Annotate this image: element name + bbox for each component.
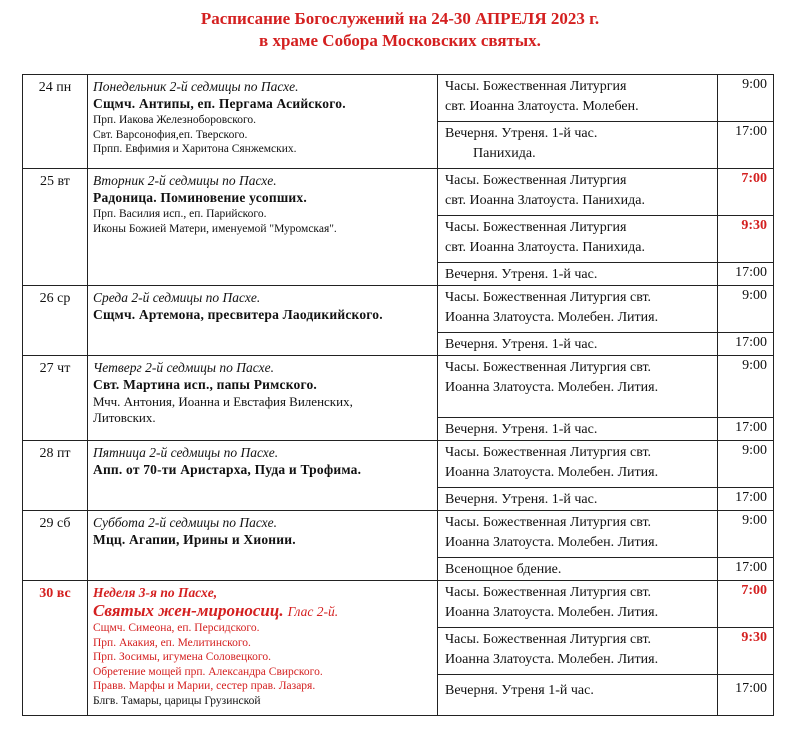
day-row-24	[23, 75, 774, 122]
saint-title: Свт. Мартина исп., папы Римского.	[93, 377, 318, 392]
service-line: Иоанна Златоуста. Молебен. Лития.	[445, 310, 659, 325]
service-line: свт. Иоанна Златоуста. Панихида.	[445, 240, 645, 255]
service-cell	[438, 169, 718, 216]
feast-title	[93, 601, 433, 621]
service-cell	[438, 216, 718, 263]
service-line: Иоанна Златоуста. Молебен. Лития.	[445, 465, 659, 480]
service-time: 9:00	[718, 511, 774, 558]
extra-commemoration: Правв. Марфы и Марии, сестер прав. Лазаря.	[93, 680, 316, 692]
extra-commemoration: Иконы Божией Матери, именуемой "Муромская".	[93, 222, 337, 235]
service-time: 9:00	[718, 75, 774, 122]
service-cell	[438, 122, 718, 169]
week-label: Понедельник 2-й седмицы по Пасхе.	[93, 79, 299, 94]
day-date: 30 вс	[23, 581, 88, 716]
extra-commemoration: Прп. Зосимы, игумена Соловецкого.	[93, 651, 271, 663]
day-date: 26 ср	[23, 286, 88, 356]
service-line: Часы. Божественная Литургия	[445, 79, 627, 94]
service-line: Иоанна Златоуста. Молебен. Лития.	[445, 605, 659, 620]
day-row-30	[23, 581, 774, 628]
week-label: Пятница 2-й седмицы по Пасхе.	[93, 445, 279, 460]
extra-commemoration: Прп. Иакова Железноборовского.	[93, 114, 257, 126]
service-cell	[438, 75, 718, 122]
service-time: 17:00	[718, 263, 774, 286]
service-line: Вечерня. Утреня. 1-й час.	[445, 337, 598, 352]
extra-commemoration: Литовских.	[93, 410, 156, 425]
day-row-26	[23, 286, 774, 333]
title-line-2: в храме Собора Московских святых.	[259, 31, 541, 50]
day-row-28	[23, 441, 774, 488]
day-description	[88, 75, 438, 169]
service-line: Часы. Божественная Литургия свт.	[445, 445, 652, 460]
service-cell	[438, 441, 718, 488]
day-description	[88, 356, 438, 441]
service-line: Часы. Божественная Литургия свт.	[445, 632, 652, 647]
service-line: Панихида.	[473, 146, 536, 161]
service-cell	[438, 488, 718, 511]
service-line: Часы. Божественная Литургия свт.	[445, 360, 652, 375]
service-time: 9:30	[718, 628, 774, 675]
week-label: Среда 2-й седмицы по Пасхе.	[93, 290, 261, 305]
saint-title: Сщмч. Антипы, еп. Пергама Асийского.	[93, 96, 346, 111]
week-label: Вторник 2-й седмицы по Пасхе.	[93, 173, 277, 188]
day-date: 27 чт	[23, 356, 88, 441]
service-line: Вечерня. Утреня. 1-й час.	[445, 422, 598, 437]
extra-commemoration: Обретение мощей прп. Александра Свирского.	[93, 665, 323, 678]
service-cell	[438, 581, 718, 628]
service-time: 17:00	[718, 333, 774, 356]
extra-commemoration: Свт. Варсонофия,еп. Тверского.	[93, 128, 248, 141]
page-title	[0, 8, 800, 52]
service-line: Часы. Божественная Литургия свт.	[445, 585, 652, 600]
service-time: 9:00	[718, 356, 774, 418]
service-line: Иоанна Златоуста. Молебен. Лития.	[445, 380, 659, 395]
service-line: свт. Иоанна Златоуста. Панихида.	[445, 193, 645, 208]
service-line: Иоанна Златоуста. Молебен. Лития.	[445, 652, 659, 667]
tone-label: Глас 2-й.	[287, 604, 339, 619]
extra-commemoration: Сщмч. Симеона, еп. Персидского.	[93, 622, 260, 634]
service-line: Всенощное бдение.	[445, 562, 562, 577]
service-cell	[438, 418, 718, 441]
day-row-27	[23, 356, 774, 418]
service-time: 17:00	[718, 418, 774, 441]
service-line: Часы. Божественная Литургия свт.	[445, 290, 652, 305]
saint-title: Сщмч. Артемона, пресвитера Лаодикийского.	[93, 307, 383, 322]
day-date: 28 пт	[23, 441, 88, 511]
service-line: Часы. Божественная Литургия	[445, 220, 627, 235]
service-time: 17:00	[718, 675, 774, 716]
service-line: Вечерня. Утреня 1-й час.	[445, 683, 594, 698]
day-description	[88, 286, 438, 356]
service-line: свт. Иоанна Златоуста. Молебен.	[445, 99, 639, 114]
service-line: Вечерня. Утреня. 1-й час.	[445, 126, 598, 141]
saint-title: Апп. от 70-ти Аристарха, Пуда и Трофима.	[93, 462, 362, 477]
week-label: Четверг 2-й седмицы по Пасхе.	[93, 360, 274, 375]
service-cell	[438, 675, 718, 716]
extra-commemoration: Прпп. Евфимия и Харитона Сянжемских.	[93, 143, 297, 155]
service-cell	[438, 356, 718, 418]
day-description	[88, 581, 438, 716]
service-cell	[438, 263, 718, 286]
service-time: 7:00	[718, 169, 774, 216]
extra-commemoration: Прп. Акакия, еп. Мелитинского.	[93, 636, 251, 649]
service-time: 9:30	[718, 216, 774, 263]
service-cell	[438, 333, 718, 356]
title-line-1: Расписание Богослужений на 24-30 АПРЕЛЯ 2023 г.	[200, 9, 600, 28]
day-date: 25 вт	[23, 169, 88, 286]
saint-title: Святых жен-мироносиц.	[93, 601, 284, 620]
service-time: 9:00	[718, 441, 774, 488]
service-time: 7:00	[718, 581, 774, 628]
service-cell	[438, 628, 718, 675]
service-time: 9:00	[718, 286, 774, 333]
extra-commemoration: Мчч. Антония, Иоанна и Евстафия Виленских,	[93, 394, 353, 409]
schedule-table	[22, 74, 774, 716]
week-label: Суббота 2-й седмицы по Пасхе.	[93, 515, 278, 530]
extra-commemoration: Прп. Василия исп., еп. Парийского.	[93, 208, 267, 220]
day-row-25	[23, 169, 774, 216]
service-line: Вечерня. Утреня. 1-й час.	[445, 492, 598, 507]
day-description	[88, 511, 438, 581]
extra-commemoration: Блгв. Тамары, царицы Грузинской	[93, 694, 261, 707]
day-row-29	[23, 511, 774, 558]
service-cell	[438, 286, 718, 333]
day-date: 24 пн	[23, 75, 88, 169]
service-time: 17:00	[718, 122, 774, 169]
saint-title: Радоница. Поминовение усопших.	[93, 190, 307, 205]
service-line: Часы. Божественная Литургия	[445, 173, 627, 188]
service-line: Вечерня. Утреня. 1-й час.	[445, 267, 598, 282]
service-line: Иоанна Златоуста. Молебен. Лития.	[445, 535, 659, 550]
service-line: Часы. Божественная Литургия свт.	[445, 515, 652, 530]
day-description	[88, 169, 438, 286]
service-time: 17:00	[718, 558, 774, 581]
saint-title: Мцц. Агапии, Ирины и Хионии.	[93, 532, 296, 547]
service-cell	[438, 511, 718, 558]
service-time: 17:00	[718, 488, 774, 511]
service-cell	[438, 558, 718, 581]
day-date: 29 сб	[23, 511, 88, 581]
week-label: Неделя 3-я по Пасхе,	[93, 585, 218, 600]
day-description	[88, 441, 438, 511]
